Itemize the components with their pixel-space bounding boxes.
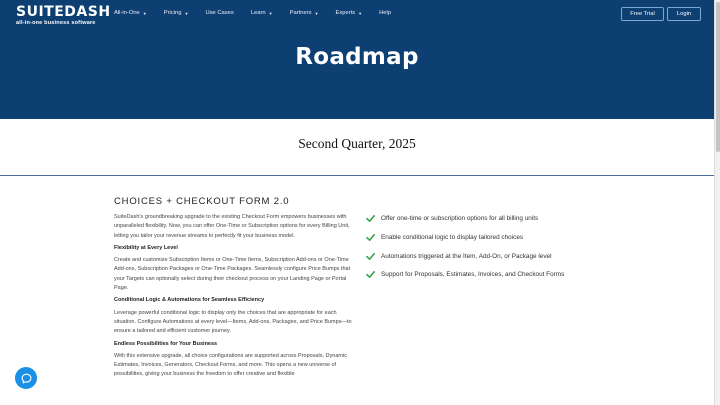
hero-banner (0, 0, 714, 119)
nav-label: Pricing (163, 10, 182, 16)
subheading-possibilities: Endless Possibilities for Your Business (114, 340, 218, 347)
nav-learn[interactable] (251, 10, 273, 16)
list-item (366, 270, 564, 279)
page-scrollbar[interactable] (714, 0, 720, 405)
nav-experts[interactable] (336, 10, 363, 16)
nav-use-cases[interactable] (205, 10, 233, 16)
scrollbar-thumb[interactable] (716, 2, 720, 152)
paragraph-possibilities: With this extensive upgrade, all choice configurations are supported across Proposals, Dynamic Estimates, Invoices, Generators, Checkout Forms, and more. This opens a new universe of possibilities, giving your business the freedom to offer creative and flexible (114, 352, 347, 378)
nav-help[interactable] (379, 10, 391, 16)
logo-wordmark: SUITEDASH (16, 4, 111, 20)
nav-label: Partners (289, 10, 312, 16)
quarter-heading: Second Quarter, 2025 (298, 136, 416, 151)
nav-all-in-one[interactable] (114, 10, 147, 16)
login-button[interactable]: Login (667, 7, 701, 21)
subheading-flexibility: Flexibility at Every Level (114, 244, 178, 251)
main-nav (114, 10, 408, 16)
feature-text: Automations triggered at the Item, Add-On, or Package level (381, 252, 552, 260)
nav-label: Help (379, 10, 392, 16)
chat-icon (21, 373, 32, 384)
nav-pricing[interactable] (164, 10, 189, 16)
nav-label: Use Cases (205, 10, 234, 16)
check-icon (366, 214, 375, 223)
feature-text: Support for Proposals, Estimates, Invoices, and Checkout Forms (381, 271, 565, 279)
nav-label: All-in-One (114, 10, 140, 16)
chevron-down-icon: ▼ (268, 10, 273, 16)
list-item (366, 252, 564, 261)
free-trial-button[interactable]: Free Trial (621, 7, 664, 21)
chevron-down-icon: ▼ (142, 10, 147, 16)
chevron-down-icon: ▼ (314, 10, 319, 16)
page-title: Roadmap (295, 44, 419, 70)
section-title: CHOICES + CHECKOUT FORM 2.0 (114, 196, 290, 207)
feature-description (114, 213, 354, 380)
logo-tagline: all-in-one business software (16, 20, 96, 26)
list-item (366, 233, 564, 242)
subheading-conditional-logic: Conditional Logic & Automations for Seamless Efficiency (114, 297, 265, 304)
chat-button[interactable] (15, 367, 37, 389)
nav-label: Experts (335, 10, 356, 16)
feature-text: Offer one-time or subscription options for all billing units (381, 215, 539, 222)
nav-partners[interactable] (290, 10, 319, 16)
nav-label: Learn (250, 10, 266, 16)
intro-paragraph: SuiteDash's groundbreaking upgrade to the existing Checkout Form empowers businesses with unparalleled flexibility. Now, you can offer One-Time or Subscription options for every Billing Unit, letting you tailor your revenue streams to perfectly fit your business model. (114, 214, 350, 239)
suitedash-logo[interactable] (16, 5, 111, 27)
feature-text: Enable conditional logic to display tailored choices (381, 233, 524, 241)
chevron-down-icon: ▼ (184, 10, 189, 16)
check-icon (366, 270, 375, 279)
paragraph-flexibility: Create and customize Subscription Items or One-Time Items, Subscription Add-ons or One-Time Add-ons, Subscription Packages or One-Time Packages. Seamlessly configure Price Bumps that your Targets can optionally select during their checkout process on your Landing Page or Portal Page. (114, 257, 351, 292)
chevron-down-icon: ▼ (358, 10, 363, 16)
check-icon (366, 233, 375, 242)
list-item (366, 214, 564, 223)
paragraph-conditional-logic: Leverage powerful conditional logic to display only the choices that are appropriate for each situation. Configure Automations at every level—Items, Add-ons, Packages, and Price Bumps—to ensure a tailored and efficient customer journey. (114, 309, 352, 335)
feature-checklist (366, 214, 564, 289)
check-icon (366, 252, 375, 261)
section-divider (0, 175, 714, 176)
